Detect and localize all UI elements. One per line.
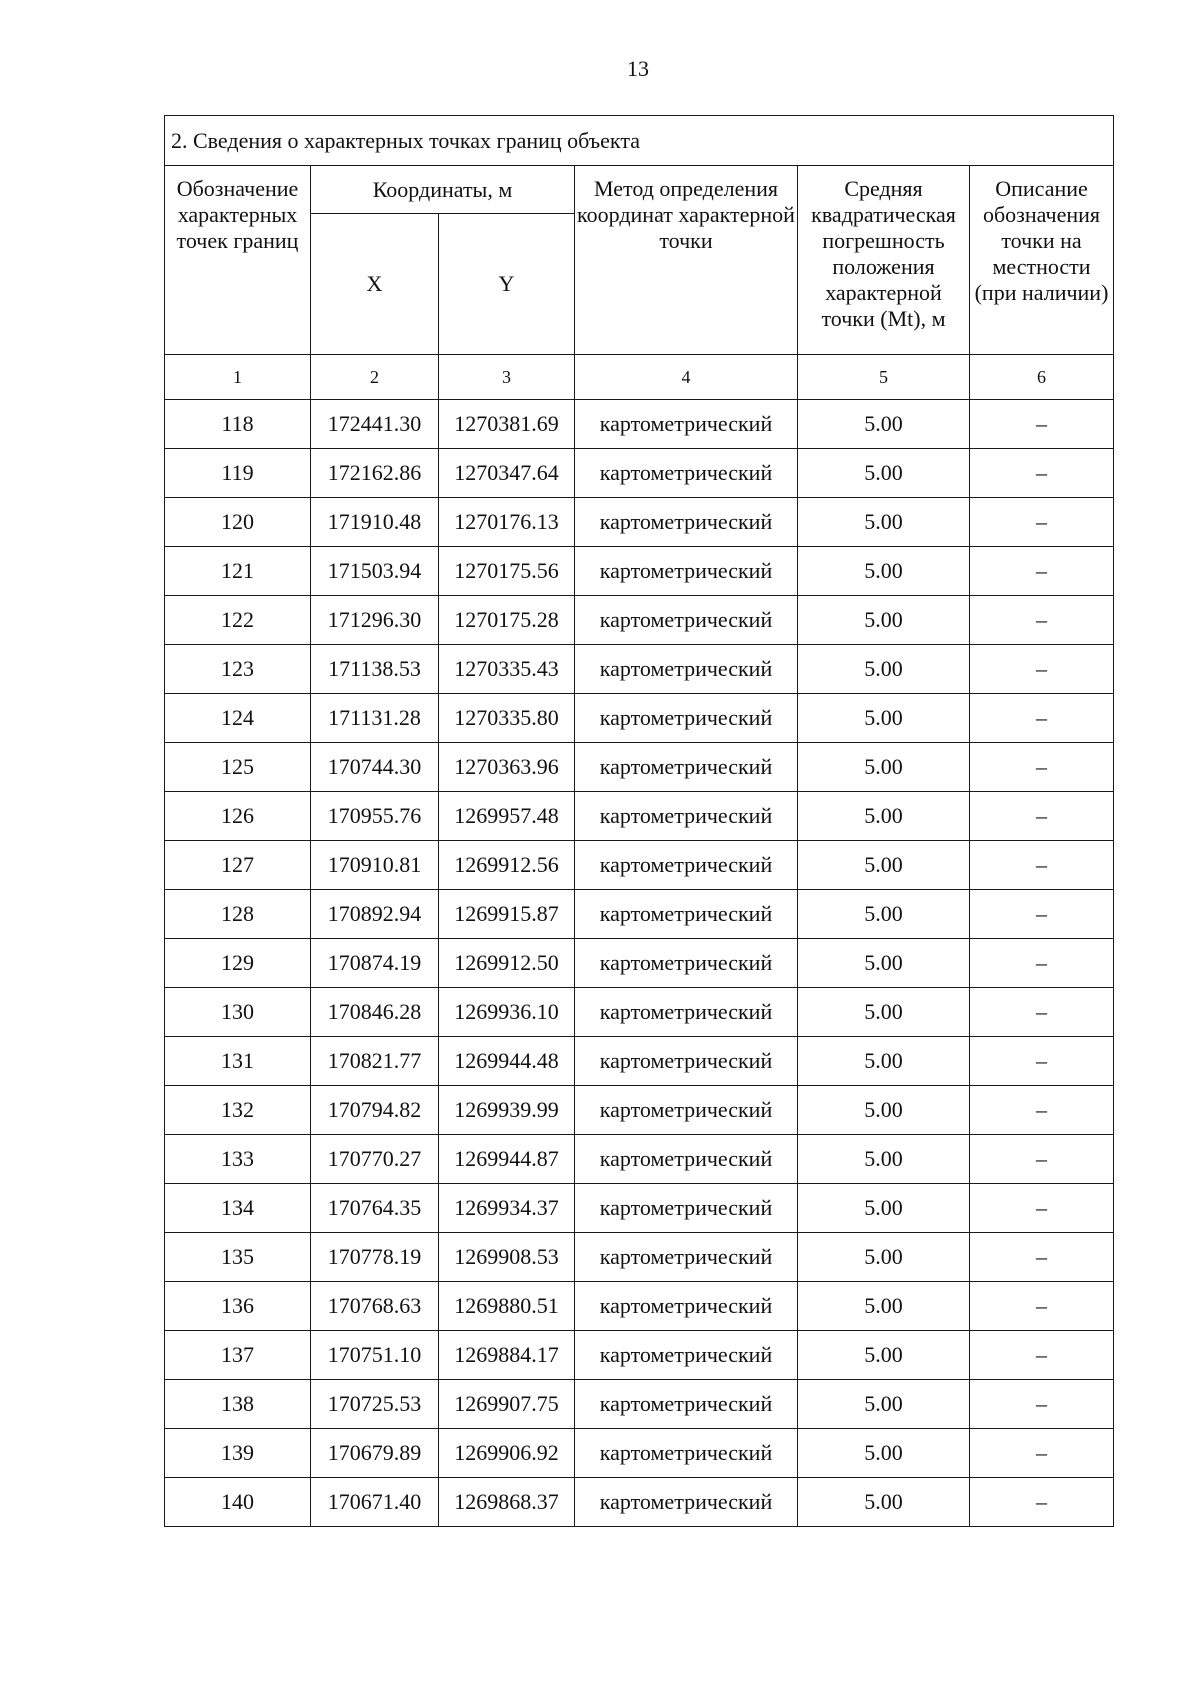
header-error: Средняя квадратическая погрешность положения характерной точки (Mt), м [798, 166, 970, 355]
table-row [165, 1233, 1114, 1282]
method-cell: картометрический [575, 1380, 798, 1429]
y-cell: 1269934.37 [439, 1184, 575, 1233]
method-cell: картометрический [575, 400, 798, 449]
description-cell: – [970, 694, 1114, 743]
table-row [165, 841, 1114, 890]
method-cell: картометрический [575, 792, 798, 841]
point-cell: 130 [165, 988, 311, 1037]
x-cell: 170679.89 [311, 1429, 439, 1478]
table-body [165, 400, 1114, 1527]
y-cell: 1270176.13 [439, 498, 575, 547]
column-number: 3 [439, 355, 575, 400]
error-cell: 5.00 [798, 645, 970, 694]
table-row [165, 694, 1114, 743]
header-method: Метод определения координат характерной точки [575, 166, 798, 355]
description-cell: – [970, 596, 1114, 645]
error-cell: 5.00 [798, 1233, 970, 1282]
error-cell: 5.00 [798, 1282, 970, 1331]
error-cell: 5.00 [798, 547, 970, 596]
x-cell: 172441.30 [311, 400, 439, 449]
method-cell: картометрический [575, 1429, 798, 1478]
y-cell: 1269880.51 [439, 1282, 575, 1331]
y-cell: 1270335.43 [439, 645, 575, 694]
method-cell: картометрический [575, 988, 798, 1037]
header-coordinates: Координаты, м [311, 166, 575, 214]
y-cell: 1269944.48 [439, 1037, 575, 1086]
method-cell: картометрический [575, 694, 798, 743]
description-cell: – [970, 939, 1114, 988]
table-row [165, 1086, 1114, 1135]
description-cell: – [970, 1429, 1114, 1478]
error-cell: 5.00 [798, 1331, 970, 1380]
point-cell: 121 [165, 547, 311, 596]
description-cell: – [970, 792, 1114, 841]
point-cell: 136 [165, 1282, 311, 1331]
x-cell: 171138.53 [311, 645, 439, 694]
point-cell: 122 [165, 596, 311, 645]
point-cell: 129 [165, 939, 311, 988]
error-cell: 5.00 [798, 694, 970, 743]
method-cell: картометрический [575, 1037, 798, 1086]
method-cell: картометрический [575, 1184, 798, 1233]
header-x: X [311, 214, 439, 355]
x-cell: 170846.28 [311, 988, 439, 1037]
x-cell: 170821.77 [311, 1037, 439, 1086]
section-title-row [165, 116, 1114, 166]
x-cell: 171296.30 [311, 596, 439, 645]
x-cell: 170744.30 [311, 743, 439, 792]
description-cell: – [970, 988, 1114, 1037]
table-row [165, 890, 1114, 939]
x-cell: 170768.63 [311, 1282, 439, 1331]
error-cell: 5.00 [798, 1478, 970, 1527]
method-cell: картометрический [575, 498, 798, 547]
point-cell: 123 [165, 645, 311, 694]
error-cell: 5.00 [798, 939, 970, 988]
point-cell: 124 [165, 694, 311, 743]
description-cell: – [970, 1135, 1114, 1184]
y-cell: 1269912.56 [439, 841, 575, 890]
method-cell: картометрический [575, 449, 798, 498]
error-cell: 5.00 [798, 890, 970, 939]
table-row [165, 400, 1114, 449]
table-row [165, 988, 1114, 1037]
description-cell: – [970, 1478, 1114, 1527]
point-cell: 134 [165, 1184, 311, 1233]
table-row [165, 1478, 1114, 1527]
method-cell: картометрический [575, 1282, 798, 1331]
description-cell: – [970, 1282, 1114, 1331]
description-cell: – [970, 400, 1114, 449]
description-cell: – [970, 645, 1114, 694]
y-cell: 1269936.10 [439, 988, 575, 1037]
point-cell: 127 [165, 841, 311, 890]
error-cell: 5.00 [798, 1135, 970, 1184]
description-cell: – [970, 1331, 1114, 1380]
y-cell: 1269939.99 [439, 1086, 575, 1135]
table-row [165, 498, 1114, 547]
point-cell: 138 [165, 1380, 311, 1429]
description-cell: – [970, 743, 1114, 792]
header-row [165, 166, 1114, 214]
method-cell: картометрический [575, 1478, 798, 1527]
error-cell: 5.00 [798, 449, 970, 498]
description-cell: – [970, 841, 1114, 890]
x-cell: 171503.94 [311, 547, 439, 596]
header-y: Y [439, 214, 575, 355]
point-cell: 120 [165, 498, 311, 547]
point-cell: 125 [165, 743, 311, 792]
y-cell: 1269908.53 [439, 1233, 575, 1282]
y-cell: 1270363.96 [439, 743, 575, 792]
point-cell: 139 [165, 1429, 311, 1478]
point-cell: 119 [165, 449, 311, 498]
point-cell: 135 [165, 1233, 311, 1282]
y-cell: 1269868.37 [439, 1478, 575, 1527]
description-cell: – [970, 1380, 1114, 1429]
error-cell: 5.00 [798, 1184, 970, 1233]
error-cell: 5.00 [798, 498, 970, 547]
error-cell: 5.00 [798, 1429, 970, 1478]
method-cell: картометрический [575, 939, 798, 988]
point-cell: 137 [165, 1331, 311, 1380]
error-cell: 5.00 [798, 596, 970, 645]
table-row [165, 1184, 1114, 1233]
y-cell: 1269915.87 [439, 890, 575, 939]
x-cell: 170764.35 [311, 1184, 439, 1233]
y-cell: 1269957.48 [439, 792, 575, 841]
method-cell: картометрический [575, 1086, 798, 1135]
error-cell: 5.00 [798, 841, 970, 890]
point-cell: 118 [165, 400, 311, 449]
point-cell: 133 [165, 1135, 311, 1184]
header-designation: Обозначение характерных точек границ [165, 166, 311, 355]
error-cell: 5.00 [798, 1086, 970, 1135]
point-cell: 126 [165, 792, 311, 841]
point-cell: 132 [165, 1086, 311, 1135]
point-cell: 131 [165, 1037, 311, 1086]
y-cell: 1269884.17 [439, 1331, 575, 1380]
method-cell: картометрический [575, 1135, 798, 1184]
error-cell: 5.00 [798, 400, 970, 449]
description-cell: – [970, 1184, 1114, 1233]
x-cell: 170770.27 [311, 1135, 439, 1184]
x-cell: 170751.10 [311, 1331, 439, 1380]
y-cell: 1270347.64 [439, 449, 575, 498]
y-cell: 1270175.28 [439, 596, 575, 645]
x-cell: 170794.82 [311, 1086, 439, 1135]
x-cell: 171131.28 [311, 694, 439, 743]
method-cell: картометрический [575, 841, 798, 890]
description-cell: – [970, 1086, 1114, 1135]
y-cell: 1270381.69 [439, 400, 575, 449]
method-cell: картометрический [575, 890, 798, 939]
description-cell: – [970, 1037, 1114, 1086]
y-cell: 1269944.87 [439, 1135, 575, 1184]
description-cell: – [970, 547, 1114, 596]
x-cell: 170955.76 [311, 792, 439, 841]
table-row [165, 596, 1114, 645]
error-cell: 5.00 [798, 743, 970, 792]
method-cell: картометрический [575, 1233, 798, 1282]
y-cell: 1270335.80 [439, 694, 575, 743]
x-cell: 170671.40 [311, 1478, 439, 1527]
table-row [165, 743, 1114, 792]
column-number-row [165, 355, 1114, 400]
x-cell: 171910.48 [311, 498, 439, 547]
page-number: 13 [627, 56, 649, 81]
table-row [165, 449, 1114, 498]
method-cell: картометрический [575, 645, 798, 694]
y-cell: 1269912.50 [439, 939, 575, 988]
x-cell: 170725.53 [311, 1380, 439, 1429]
x-cell: 170874.19 [311, 939, 439, 988]
boundary-points-table [164, 115, 1114, 1527]
method-cell: картометрический [575, 596, 798, 645]
description-cell: – [970, 449, 1114, 498]
section-title: 2. Сведения о характерных точках границ объекта [165, 116, 1114, 166]
x-cell: 170910.81 [311, 841, 439, 890]
column-number: 4 [575, 355, 798, 400]
y-cell: 1269907.75 [439, 1380, 575, 1429]
x-cell: 170778.19 [311, 1233, 439, 1282]
method-cell: картометрический [575, 743, 798, 792]
error-cell: 5.00 [798, 792, 970, 841]
column-number: 6 [970, 355, 1114, 400]
table-row [165, 792, 1114, 841]
column-number: 5 [798, 355, 970, 400]
table-row [165, 1135, 1114, 1184]
error-cell: 5.00 [798, 988, 970, 1037]
method-cell: картометрический [575, 547, 798, 596]
header-description: Описание обозначения точки на местности (при наличии) [970, 166, 1114, 355]
y-cell: 1270175.56 [439, 547, 575, 596]
table-row [165, 1429, 1114, 1478]
table-row [165, 939, 1114, 988]
point-cell: 128 [165, 890, 311, 939]
table-row [165, 1037, 1114, 1086]
error-cell: 5.00 [798, 1037, 970, 1086]
description-cell: – [970, 498, 1114, 547]
description-cell: – [970, 890, 1114, 939]
y-cell: 1269906.92 [439, 1429, 575, 1478]
table-row [165, 1331, 1114, 1380]
method-cell: картометрический [575, 1331, 798, 1380]
x-cell: 172162.86 [311, 449, 439, 498]
table-row [165, 1282, 1114, 1331]
point-cell: 140 [165, 1478, 311, 1527]
description-cell: – [970, 1233, 1114, 1282]
table-row [165, 645, 1114, 694]
x-cell: 170892.94 [311, 890, 439, 939]
column-number: 2 [311, 355, 439, 400]
table-row [165, 1380, 1114, 1429]
column-number: 1 [165, 355, 311, 400]
table-row [165, 547, 1114, 596]
error-cell: 5.00 [798, 1380, 970, 1429]
